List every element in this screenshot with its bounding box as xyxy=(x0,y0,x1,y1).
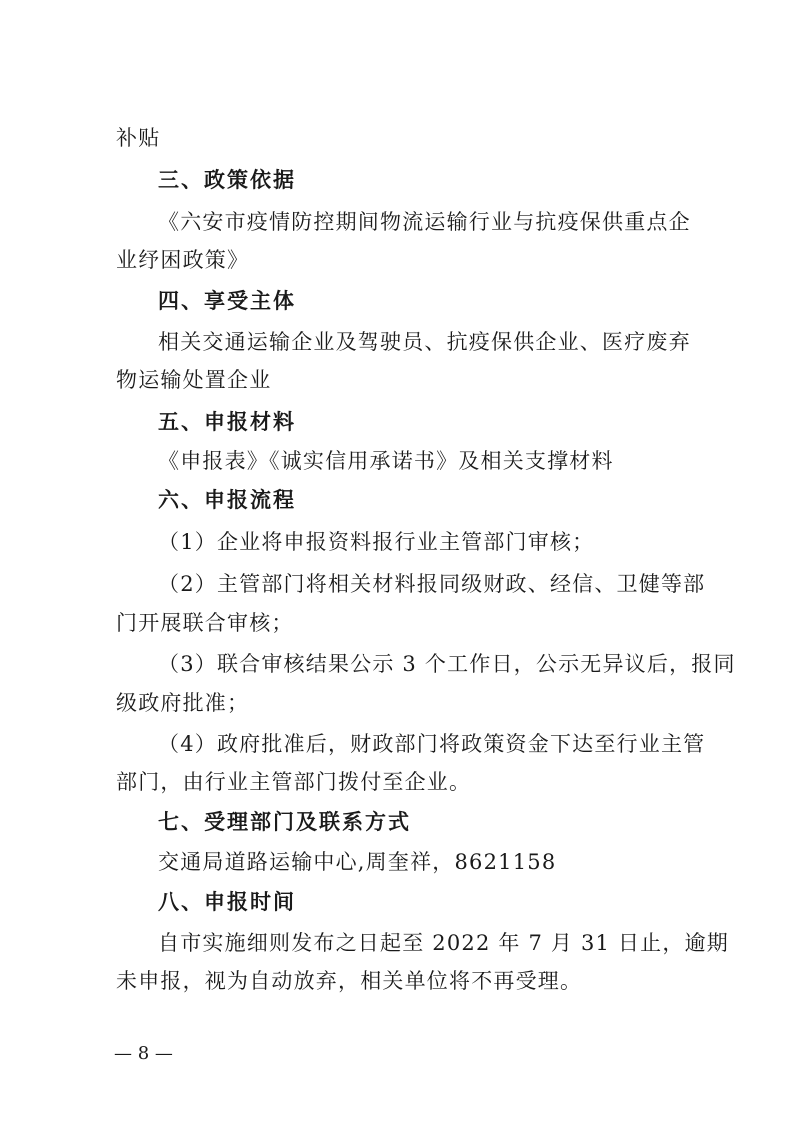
text-line: （3）联合审核结果公示 3 个工作日，公示无异议后，报同 xyxy=(158,652,736,676)
text-line: （1）企业将申报资料报行业主管部门审核； xyxy=(158,530,595,554)
text-line: 物运输处置企业 xyxy=(116,368,272,392)
text-line: 部门，由行业主管部门拨付至企业。 xyxy=(116,770,472,794)
text-line: 《六安市疫情防控期间物流运输行业与抗疫保供重点企 xyxy=(158,210,691,234)
text-line: 业纾困政策》 xyxy=(116,248,250,272)
text-line: 补贴 xyxy=(116,126,161,150)
text-line: 《申报表》《诚实信用承诺书》及相关支撑材料 xyxy=(158,449,614,473)
text-line: （4）政府批准后，财政部门将政策资金下达至行业主管 xyxy=(158,732,706,756)
section-heading-policy-basis: 三、政策依据 xyxy=(158,168,296,192)
section-heading-time: 八、申报时间 xyxy=(158,890,296,914)
section-heading-contact: 七、受理部门及联系方式 xyxy=(158,810,411,834)
text-line: （2）主管部门将相关材料报同级财政、经信、卫健等部 xyxy=(158,572,706,596)
section-heading-beneficiaries: 四、享受主体 xyxy=(158,289,296,313)
text-line: 级政府批准； xyxy=(116,691,250,715)
text-line: 交通局道路运输中心,周奎祥，8621158 xyxy=(158,850,557,874)
section-heading-process: 六、申报流程 xyxy=(158,488,296,512)
text-line: 门开展联合审核； xyxy=(116,611,294,635)
text-line: 相关交通运输企业及驾驶员、抗疫保供企业、医疗废弃 xyxy=(158,330,691,354)
page-number: — 8 — xyxy=(114,1043,173,1064)
section-heading-materials: 五、申报材料 xyxy=(158,410,296,434)
text-line: 自市实施细则发布之日起至 2022 年 7 月 31 日止，逾期 xyxy=(158,931,729,955)
text-line: 未申报，视为自动放弃，相关单位将不再受理。 xyxy=(116,969,583,993)
